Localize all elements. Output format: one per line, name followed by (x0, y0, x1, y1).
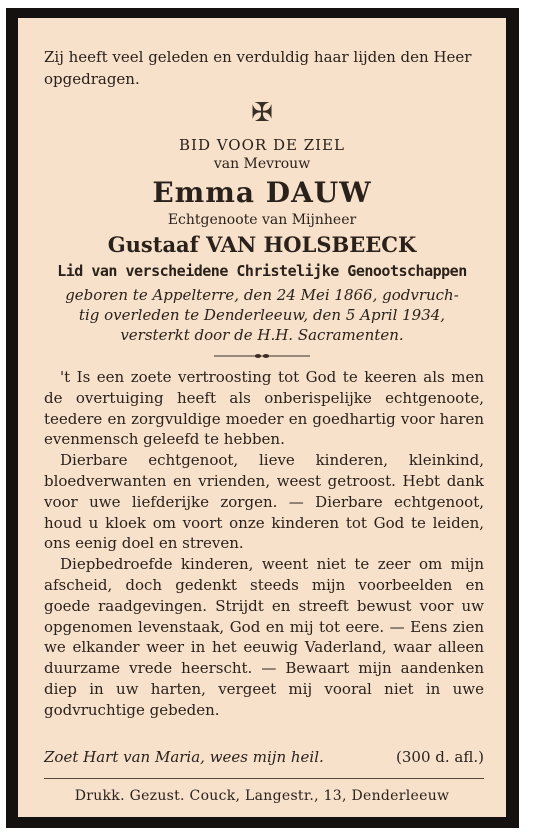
spouse-intro: Echtgenoote van Mijnheer (167, 212, 357, 228)
birth-line: geboren te Appelterre, den 24 Mei 1866, godvruch- (65, 286, 459, 304)
memorial-text (44, 367, 484, 721)
prayer-text: Zoet Hart van Maria, wees mijn heil. (44, 748, 324, 766)
edition-count: (300 d. afl.) (396, 748, 484, 766)
closing-prayer (44, 748, 484, 766)
death-line: tig overleden te Denderleeuw, den 5 April 1934, (78, 306, 446, 324)
van-mevrouw: van Mevrouw (213, 156, 311, 172)
memorial-card (18, 18, 506, 817)
footer-divider (44, 778, 484, 779)
paragraph-1: 't Is een zoete vertroosting tot God te keeren als men de overtuiging heeft als onberispelijke echtgenoote, teedere en zorgvuldige moeder en goedhartig voor haren evenmensch geleefd te hebben. (44, 368, 484, 449)
membership-line: Lid van verscheidene Christelijke Genootschappen (57, 262, 467, 280)
printer-imprint: Drukk. Gezust. Couck, Langestr., 13, Denderleeuw (74, 788, 450, 804)
cross-icon: ✠ (251, 98, 273, 128)
deceased-name: Emma DAUW (152, 176, 372, 209)
paragraph-2: Dierbare echtgenoot, lieve kinderen, kleinkind, bloedverwanten en vrienden, weest getroost. Hebt dank voor uwe liefderijke zorgen. — Dierbare echtgenoot, houd u kloek om voort onze kinderen tot God te leiden, ons eenig doel en streven. (44, 451, 484, 553)
intro-text: Zij heeft veel geleden en verduldig haar lijden den Heer opgedragen. (44, 48, 472, 88)
memorial-card-border (6, 8, 519, 828)
prayer-heading: BID VOOR DE ZIEL (179, 136, 345, 154)
sacraments-line: versterkt door de H.H. Sacramenten. (120, 326, 404, 344)
husband-name: Gustaaf VAN HOLSBEECK (107, 232, 417, 257)
paragraph-3: Diepbedroefde kinderen, weent niet te zeer om mijn afscheid, doch gedenkt steeds mijn voorbeelden en goede raadgevingen. Strijdt en streeft bewust voor uw opgenomen levenstaak, God en mij tot eere. — Eens zien we elkander weer in het eeuwig Vaderland, waar alleen duurzame vrede heerscht. — Bewaart mijn aandenken diep in uw harten, vergeet mij vooral niet in uwe godvruchtige gebeden. (44, 555, 484, 719)
ornament-divider (214, 352, 310, 360)
